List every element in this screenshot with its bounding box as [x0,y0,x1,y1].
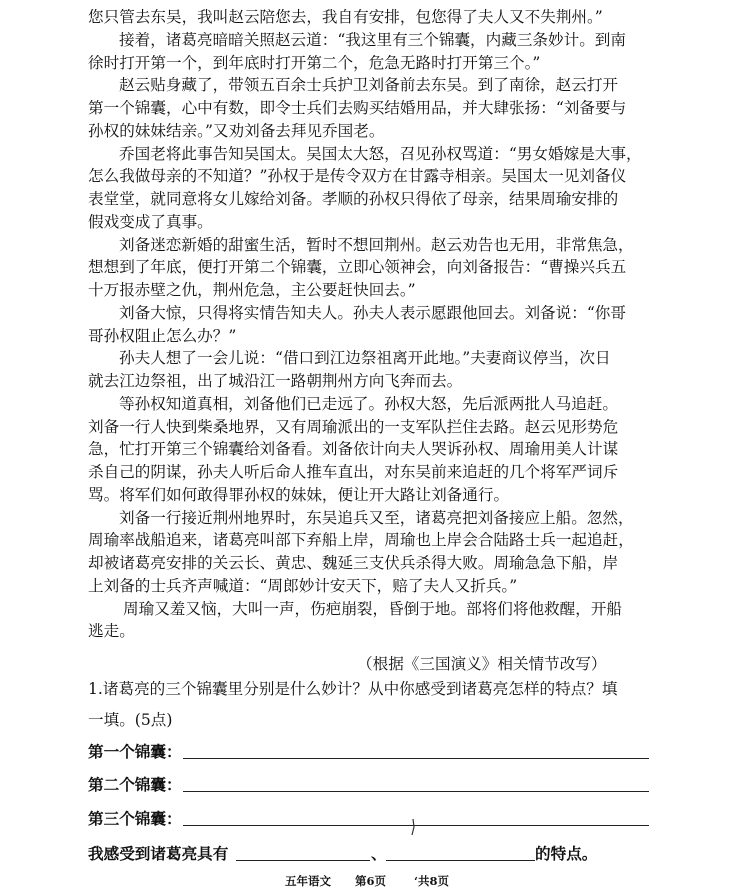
source-note: （根据《三国演义》相关情节改写） [357,655,607,673]
passage-line: 您只管去东吴，我叫赵云陪您去，我自有安排，包您得了夫人又不失荆州。” [88,8,603,26]
passage-line: 却被诸葛亮安排的关云长、黄忠、魏延三支伏兵杀得大败。周瑜急急下船，岸 [88,554,619,572]
passage-line: 孙夫人想了一会儿说：“借口到江边祭祖离开此地。”夫妻商议停当，次日 [119,349,611,368]
passage-line: 假戏变成了真事。 [88,212,213,231]
passage-line: 乔国老将此事告知吴国太。吴国太大怒，召见孙权骂道：“男女婚嫁是大事， [119,144,642,163]
feature-prefix: 我感受到诸葛亮具有 [88,844,229,863]
question-1 [88,677,656,701]
feature-suffix: 的特点。 [535,844,598,863]
passage-line: 等孙权知道真相，刘备他们已走远了。孙权大怒，先后派两批人马追赶。 [119,394,619,413]
passage-line: 表堂堂，就同意将女儿嫁给刘备。孝顺的孙权只得依了母亲，结果周瑜安排的 [88,190,619,208]
passage-line: 杀自己的阴谋，孙夫人听后命人推车直出，对东吴前来追赶的几个将军严词斥 [88,463,619,481]
passage-line: 赵云贴身藏了，带领五百余士兵护卫刘备前去东吴。到了南徐，赵云打开 [119,76,619,95]
passage-line: 周瑜率战船追来，诸葛亮叫部下弃船上岸，周瑜也上岸会合陆路士兵一起追赶， [88,531,634,550]
footer-subject: 五年语文 [285,874,331,888]
passage-line: 急，忙打开第三个锦囊给刘备看。刘备依计向夫人哭诉孙权、周瑜用美人计谋 [88,440,619,459]
second-pouch-answer-line[interactable] [183,791,649,792]
passage-line: 刘备大惊，只得将实情告知夫人。孙夫人表示愿跟他回去。刘备说：“你哥 [119,303,626,322]
passage-line: 接着，诸葛亮暗暗关照赵云道：“我这里有三个锦囊，内藏三条妙计。到南 [119,30,626,49]
first-pouch-answer-line[interactable] [183,758,649,759]
passage-line: 孙权的妹妹结亲。”又劝刘备去拜见乔国老。 [88,121,385,140]
feature-answer-line-2[interactable] [386,860,535,861]
question-text: 1.诸葛亮的三个锦囊里分别是什么妙计？从中你感受到诸葛亮怎样的特点？填 [88,680,618,698]
passage-line: 哥孙权阻止怎么办？” [88,326,237,345]
feature-separator: 、 [371,844,387,863]
passage-line: 刘备迷恋新婚的甜蜜生活，暂时不想回荆州。赵云劝告也无用，非常焦急， [119,235,634,254]
passage-line: 上刘备的士兵齐声喊道：“周郎妙计安天下，赔了夫人又折兵。” [88,576,518,595]
reading-passage [88,6,654,643]
first-pouch-label: 第一个锦囊： [88,742,182,761]
passage-line: 就去江边祭祖，出了城沿江一路朝荆州方向飞奔而去。 [88,372,463,390]
feature-answer-line-1[interactable] [236,860,370,861]
passage-line: 刘备一行接近荆州地界时，东吴追兵又至，诸葛亮把刘备接应上船。忽然， [119,508,634,527]
footer-page-number: 第6页 [355,874,387,888]
passage-line: 十万报赤壁之仇，荆州危急，主公要赶快回去。” [88,281,416,299]
passage-line: 周瑜又羞又恼，大叫一声，伤疤崩裂，昏倒于地。部将们将他救醒，开船 [123,599,623,618]
passage-line: 骂。将军们如何敢得罪孙权的妹妹，便让开大路让刘备通行。 [88,485,510,504]
passage-line: 徐时打开第一个，到年底时打开第二个，危急无路时打开第三个。” [88,53,541,72]
passage-line: 想想到了年底，便打开第二个锦囊，立即心领神会，向刘备报告：“曹操兴兵五 [88,258,627,277]
second-pouch-label: 第二个锦囊： [88,775,182,794]
passage-line: 第一个锦囊，心中有数，即令士兵们去购买结婚用品，并大肆张扬：“刘备要与 [88,99,627,117]
passage-line: 刘备一行人快到柴桑地界，又有周瑜派出的一支军队拦住去路。赵云见形势危 [88,417,619,436]
footer-total-pages: ‘共8页 [414,874,450,888]
third-pouch-label: 第三个锦囊： [88,809,182,828]
pen-mark [408,818,418,836]
passage-line: 怎么我做母亲的不知道？”孙权于是传令双方在甘露寺相亲。吴国太一见刘备仪 [88,167,627,186]
passage-line: 逃走。 [88,622,135,641]
question-text-continued: 一填。(5点) [88,711,173,729]
